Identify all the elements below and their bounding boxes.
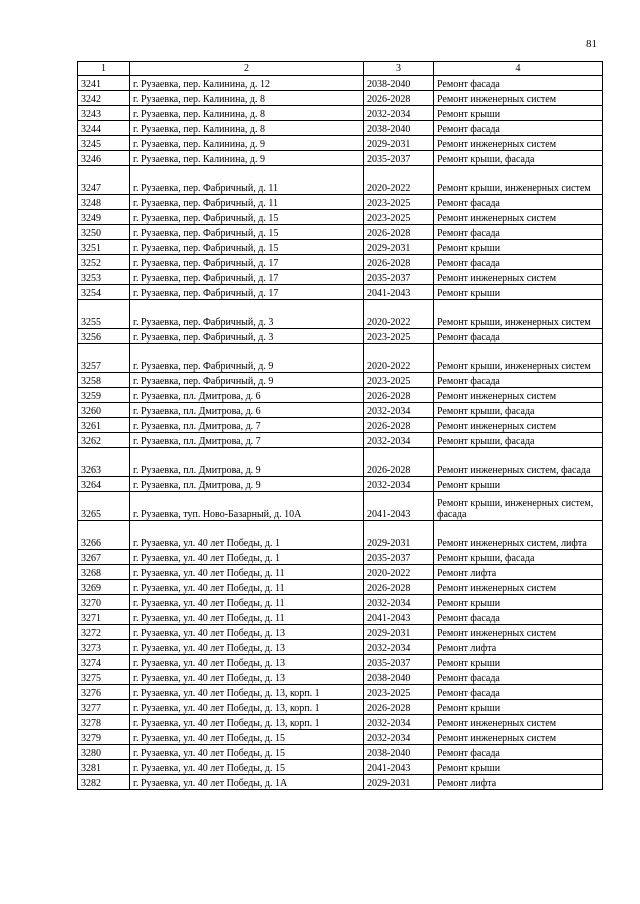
- work-type-cell: Ремонт инженерных систем: [434, 270, 603, 285]
- table-row: [78, 715, 603, 730]
- address-cell: г. Рузаевка, пер. Калинина, д. 8: [130, 91, 364, 106]
- address-cell: г. Рузаевка, пл. Дмитрова, д. 9: [130, 448, 364, 477]
- table-row: [78, 550, 603, 565]
- work-type-cell: Ремонт инженерных систем: [434, 730, 603, 745]
- work-type-cell: Ремонт инженерных систем: [434, 136, 603, 151]
- row-number-cell: 3265: [78, 492, 130, 521]
- work-type-cell: Ремонт фасада: [434, 373, 603, 388]
- work-type-cell: Ремонт лифта: [434, 640, 603, 655]
- work-type-cell: Ремонт фасада: [434, 195, 603, 210]
- address-cell: г. Рузаевка, ул. 40 лет Победы, д. 15: [130, 745, 364, 760]
- work-type-cell: Ремонт инженерных систем: [434, 625, 603, 640]
- table-row: [78, 433, 603, 448]
- work-type-cell: Ремонт фасада: [434, 670, 603, 685]
- address-cell: г. Рузаевка, пл. Дмитрова, д. 6: [130, 403, 364, 418]
- address-cell: г. Рузаевка, ул. 40 лет Победы, д. 15: [130, 760, 364, 775]
- repair-schedule-table: [77, 61, 603, 790]
- address-cell: г. Рузаевка, пер. Калинина, д. 9: [130, 136, 364, 151]
- table-row: [78, 640, 603, 655]
- work-type-cell: Ремонт фасада: [434, 329, 603, 344]
- work-type-cell: Ремонт фасада: [434, 610, 603, 625]
- period-cell: 2038-2040: [364, 745, 434, 760]
- address-cell: г. Рузаевка, пер. Фабричный, д. 15: [130, 225, 364, 240]
- address-cell: г. Рузаевка, ул. 40 лет Победы, д. 11: [130, 610, 364, 625]
- address-cell: г. Рузаевка, пер. Калинина, д. 8: [130, 121, 364, 136]
- row-number-cell: 3276: [78, 685, 130, 700]
- period-cell: 2023-2025: [364, 685, 434, 700]
- row-number-cell: 3268: [78, 565, 130, 580]
- table-row: [78, 418, 603, 433]
- period-cell: 2032-2034: [364, 477, 434, 492]
- row-number-cell: 3261: [78, 418, 130, 433]
- table-row: [78, 730, 603, 745]
- work-type-cell: Ремонт инженерных систем: [434, 418, 603, 433]
- period-cell: 2032-2034: [364, 433, 434, 448]
- row-number-cell: 3249: [78, 210, 130, 225]
- work-type-cell: Ремонт инженерных систем: [434, 580, 603, 595]
- work-type-cell: Ремонт инженерных систем: [434, 91, 603, 106]
- period-cell: 2041-2043: [364, 492, 434, 521]
- address-cell: г. Рузаевка, пер. Фабричный, д. 3: [130, 300, 364, 329]
- table-row: [78, 565, 603, 580]
- address-cell: г. Рузаевка, пер. Фабричный, д. 11: [130, 195, 364, 210]
- column-header-4: 4: [434, 62, 603, 76]
- table-row: [78, 580, 603, 595]
- work-type-cell: Ремонт крыши, инженерных систем: [434, 344, 603, 373]
- work-type-cell: Ремонт крыши: [434, 760, 603, 775]
- row-number-cell: 3264: [78, 477, 130, 492]
- row-number-cell: 3255: [78, 300, 130, 329]
- work-type-cell: Ремонт инженерных систем: [434, 715, 603, 730]
- row-number-cell: 3274: [78, 655, 130, 670]
- work-type-cell: Ремонт крыши, фасада: [434, 550, 603, 565]
- period-cell: 2032-2034: [364, 106, 434, 121]
- table-header-row: [78, 62, 603, 76]
- period-cell: 2023-2025: [364, 210, 434, 225]
- address-cell: г. Рузаевка, пер. Калинина, д. 12: [130, 76, 364, 91]
- address-cell: г. Рузаевка, пер. Фабричный, д. 17: [130, 270, 364, 285]
- address-cell: г. Рузаевка, ул. 40 лет Победы, д. 15: [130, 730, 364, 745]
- work-type-cell: Ремонт фасада: [434, 121, 603, 136]
- table-row: [78, 655, 603, 670]
- table-row: [78, 625, 603, 640]
- address-cell: г. Рузаевка, пл. Дмитрова, д. 7: [130, 418, 364, 433]
- work-type-cell: Ремонт крыши: [434, 106, 603, 121]
- row-number-cell: 3248: [78, 195, 130, 210]
- period-cell: 2026-2028: [364, 700, 434, 715]
- row-number-cell: 3278: [78, 715, 130, 730]
- address-cell: г. Рузаевка, ул. 40 лет Победы, д. 11: [130, 580, 364, 595]
- row-number-cell: 3242: [78, 91, 130, 106]
- period-cell: 2026-2028: [364, 255, 434, 270]
- period-cell: 2032-2034: [364, 403, 434, 418]
- table-row: [78, 166, 603, 195]
- address-cell: г. Рузаевка, пл. Дмитрова, д. 7: [130, 433, 364, 448]
- table-row: [78, 373, 603, 388]
- table-row: [78, 285, 603, 300]
- period-cell: 2035-2037: [364, 151, 434, 166]
- table-row: [78, 136, 603, 151]
- work-type-cell: Ремонт фасада: [434, 685, 603, 700]
- period-cell: 2026-2028: [364, 580, 434, 595]
- table-row: [78, 760, 603, 775]
- row-number-cell: 3251: [78, 240, 130, 255]
- row-number-cell: 3271: [78, 610, 130, 625]
- table-row: [78, 151, 603, 166]
- address-cell: г. Рузаевка, пер. Фабричный, д. 9: [130, 344, 364, 373]
- work-type-cell: Ремонт крыши: [434, 285, 603, 300]
- work-type-cell: Ремонт крыши, фасада: [434, 403, 603, 418]
- table-body: [78, 76, 603, 790]
- row-number-cell: 3267: [78, 550, 130, 565]
- period-cell: 2041-2043: [364, 610, 434, 625]
- period-cell: 2020-2022: [364, 300, 434, 329]
- work-type-cell: Ремонт крыши: [434, 700, 603, 715]
- period-cell: 2023-2025: [364, 329, 434, 344]
- address-cell: г. Рузаевка, ул. 40 лет Победы, д. 13: [130, 625, 364, 640]
- table-row: [78, 255, 603, 270]
- row-number-cell: 3256: [78, 329, 130, 344]
- row-number-cell: 3280: [78, 745, 130, 760]
- work-type-cell: Ремонт фасада: [434, 745, 603, 760]
- table-row: [78, 685, 603, 700]
- work-type-cell: Ремонт инженерных систем, фасада: [434, 448, 603, 477]
- work-type-cell: Ремонт лифта: [434, 565, 603, 580]
- address-cell: г. Рузаевка, пл. Дмитрова, д. 6: [130, 388, 364, 403]
- address-cell: г. Рузаевка, пер. Фабричный, д. 17: [130, 285, 364, 300]
- work-type-cell: Ремонт инженерных систем: [434, 210, 603, 225]
- work-type-cell: Ремонт инженерных систем, лифта: [434, 521, 603, 550]
- period-cell: 2029-2031: [364, 240, 434, 255]
- table-row: [78, 76, 603, 91]
- row-number-cell: 3282: [78, 775, 130, 790]
- table-row: [78, 91, 603, 106]
- period-cell: 2029-2031: [364, 136, 434, 151]
- address-cell: г. Рузаевка, ул. 40 лет Победы, д. 13, корп. 1: [130, 700, 364, 715]
- address-cell: г. Рузаевка, пл. Дмитрова, д. 9: [130, 477, 364, 492]
- row-number-cell: 3272: [78, 625, 130, 640]
- period-cell: 2020-2022: [364, 565, 434, 580]
- row-number-cell: 3279: [78, 730, 130, 745]
- period-cell: 2026-2028: [364, 418, 434, 433]
- address-cell: г. Рузаевка, ул. 40 лет Победы, д. 13: [130, 640, 364, 655]
- period-cell: 2023-2025: [364, 195, 434, 210]
- table-row: [78, 344, 603, 373]
- table-row: [78, 225, 603, 240]
- work-type-cell: Ремонт крыши: [434, 655, 603, 670]
- address-cell: г. Рузаевка, туп. Ново-Базарный, д. 10А: [130, 492, 364, 521]
- row-number-cell: 3273: [78, 640, 130, 655]
- row-number-cell: 3252: [78, 255, 130, 270]
- row-number-cell: 3275: [78, 670, 130, 685]
- address-cell: г. Рузаевка, ул. 40 лет Победы, д. 13, корп. 1: [130, 685, 364, 700]
- work-type-cell: Ремонт крыши, фасада: [434, 151, 603, 166]
- table-row: [78, 121, 603, 136]
- period-cell: 2032-2034: [364, 715, 434, 730]
- period-cell: 2026-2028: [364, 388, 434, 403]
- row-number-cell: 3281: [78, 760, 130, 775]
- column-header-1: 1: [78, 62, 130, 76]
- period-cell: 2020-2022: [364, 166, 434, 195]
- address-cell: г. Рузаевка, ул. 40 лет Победы, д. 1А: [130, 775, 364, 790]
- period-cell: 2029-2031: [364, 521, 434, 550]
- work-type-cell: Ремонт инженерных систем: [434, 388, 603, 403]
- address-cell: г. Рузаевка, пер. Фабричный, д. 17: [130, 255, 364, 270]
- period-cell: 2026-2028: [364, 448, 434, 477]
- table-row: [78, 670, 603, 685]
- address-cell: г. Рузаевка, ул. 40 лет Победы, д. 1: [130, 550, 364, 565]
- period-cell: 2041-2043: [364, 285, 434, 300]
- work-type-cell: Ремонт крыши: [434, 595, 603, 610]
- period-cell: 2041-2043: [364, 760, 434, 775]
- row-number-cell: 3247: [78, 166, 130, 195]
- row-number-cell: 3246: [78, 151, 130, 166]
- work-type-cell: Ремонт крыши, инженерных систем: [434, 166, 603, 195]
- row-number-cell: 3244: [78, 121, 130, 136]
- period-cell: 2029-2031: [364, 775, 434, 790]
- address-cell: г. Рузаевка, ул. 40 лет Победы, д. 13: [130, 670, 364, 685]
- period-cell: 2023-2025: [364, 373, 434, 388]
- period-cell: 2038-2040: [364, 76, 434, 91]
- table-row: [78, 106, 603, 121]
- work-type-cell: Ремонт крыши, фасада: [434, 433, 603, 448]
- period-cell: 2020-2022: [364, 344, 434, 373]
- period-cell: 2035-2037: [364, 655, 434, 670]
- row-number-cell: 3270: [78, 595, 130, 610]
- column-header-3: 3: [364, 62, 434, 76]
- period-cell: 2026-2028: [364, 225, 434, 240]
- row-number-cell: 3260: [78, 403, 130, 418]
- table-row: [78, 270, 603, 285]
- period-cell: 2038-2040: [364, 121, 434, 136]
- row-number-cell: 3254: [78, 285, 130, 300]
- address-cell: г. Рузаевка, ул. 40 лет Победы, д. 13: [130, 655, 364, 670]
- page-number: 81: [586, 38, 597, 50]
- table-row: [78, 300, 603, 329]
- address-cell: г. Рузаевка, пер. Фабричный, д. 15: [130, 210, 364, 225]
- table-row: [78, 775, 603, 790]
- work-type-cell: Ремонт крыши: [434, 477, 603, 492]
- address-cell: г. Рузаевка, ул. 40 лет Победы, д. 13, корп. 1: [130, 715, 364, 730]
- row-number-cell: 3250: [78, 225, 130, 240]
- table-row: [78, 745, 603, 760]
- table-row: [78, 492, 603, 521]
- column-header-2: 2: [130, 62, 364, 76]
- work-type-cell: Ремонт лифта: [434, 775, 603, 790]
- row-number-cell: 3277: [78, 700, 130, 715]
- address-cell: г. Рузаевка, пер. Фабричный, д. 9: [130, 373, 364, 388]
- row-number-cell: 3263: [78, 448, 130, 477]
- period-cell: 2032-2034: [364, 640, 434, 655]
- table-row: [78, 329, 603, 344]
- row-number-cell: 3259: [78, 388, 130, 403]
- row-number-cell: 3266: [78, 521, 130, 550]
- work-type-cell: Ремонт крыши: [434, 240, 603, 255]
- period-cell: 2038-2040: [364, 670, 434, 685]
- table-row: [78, 210, 603, 225]
- table-row: [78, 195, 603, 210]
- address-cell: г. Рузаевка, пер. Калинина, д. 9: [130, 151, 364, 166]
- row-number-cell: 3243: [78, 106, 130, 121]
- row-number-cell: 3241: [78, 76, 130, 91]
- table-row: [78, 477, 603, 492]
- table-row: [78, 610, 603, 625]
- period-cell: 2029-2031: [364, 625, 434, 640]
- row-number-cell: 3257: [78, 344, 130, 373]
- table-row: [78, 700, 603, 715]
- row-number-cell: 3262: [78, 433, 130, 448]
- table-row: [78, 388, 603, 403]
- period-cell: 2032-2034: [364, 730, 434, 745]
- work-type-cell: Ремонт фасада: [434, 225, 603, 240]
- table-row: [78, 403, 603, 418]
- period-cell: 2032-2034: [364, 595, 434, 610]
- address-cell: г. Рузаевка, пер. Калинина, д. 8: [130, 106, 364, 121]
- address-cell: г. Рузаевка, ул. 40 лет Победы, д. 1: [130, 521, 364, 550]
- row-number-cell: 3269: [78, 580, 130, 595]
- work-type-cell: Ремонт фасада: [434, 255, 603, 270]
- work-type-cell: Ремонт фасада: [434, 76, 603, 91]
- table-row: [78, 240, 603, 255]
- address-cell: г. Рузаевка, ул. 40 лет Победы, д. 11: [130, 595, 364, 610]
- table-row: [78, 448, 603, 477]
- address-cell: г. Рузаевка, ул. 40 лет Победы, д. 11: [130, 565, 364, 580]
- work-type-cell: Ремонт крыши, инженерных систем, фасада: [434, 492, 603, 521]
- work-type-cell: Ремонт крыши, инженерных систем: [434, 300, 603, 329]
- row-number-cell: 3245: [78, 136, 130, 151]
- table-row: [78, 595, 603, 610]
- period-cell: 2035-2037: [364, 550, 434, 565]
- period-cell: 2026-2028: [364, 91, 434, 106]
- period-cell: 2035-2037: [364, 270, 434, 285]
- row-number-cell: 3253: [78, 270, 130, 285]
- address-cell: г. Рузаевка, пер. Фабричный, д. 15: [130, 240, 364, 255]
- address-cell: г. Рузаевка, пер. Фабричный, д. 3: [130, 329, 364, 344]
- row-number-cell: 3258: [78, 373, 130, 388]
- address-cell: г. Рузаевка, пер. Фабричный, д. 11: [130, 166, 364, 195]
- table-row: [78, 521, 603, 550]
